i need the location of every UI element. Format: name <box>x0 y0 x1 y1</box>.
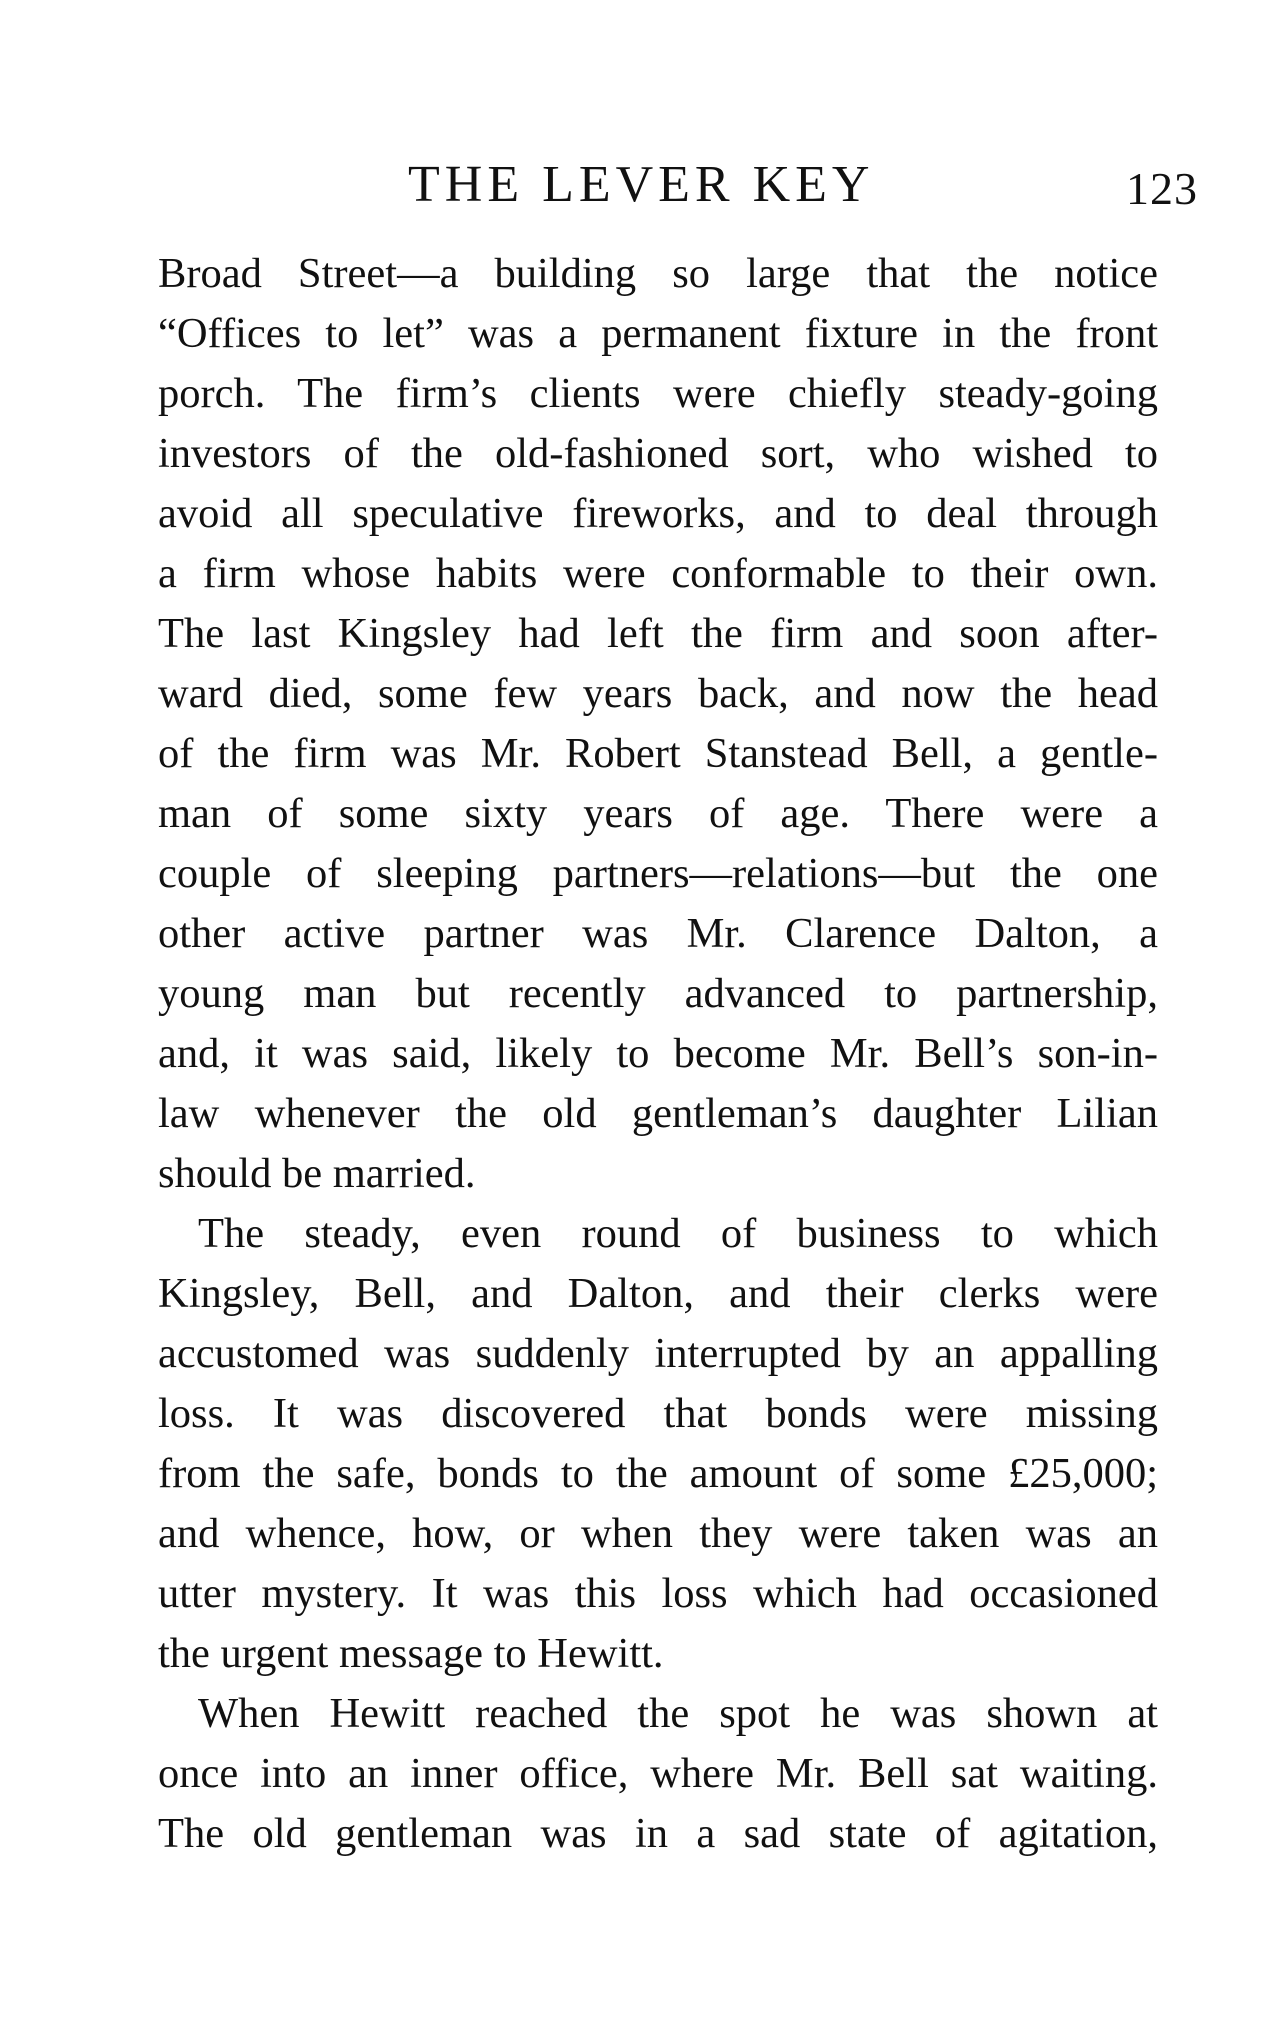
text-line: “Offices to let” was a permanent fixture in the front <box>158 310 1158 357</box>
text-line: loss. It was discovered that bonds were missing <box>158 1390 1158 1437</box>
text-line: from the safe, bonds to the amount of some £25,000; <box>158 1450 1158 1497</box>
text-line: and, it was said, likely to become Mr. Bell’s son-in- <box>158 1030 1158 1077</box>
page-number: 123 <box>1126 163 1198 214</box>
paragraph <box>158 1204 1158 1684</box>
text-line: When Hewitt reached the spot he was shown at <box>198 1690 1158 1737</box>
text-line: of the firm was Mr. Robert Stanstead Bell, a gentle- <box>158 730 1158 777</box>
text-line: Kingsley, Bell, and Dalton, and their clerks were <box>158 1270 1158 1317</box>
text-line: The last Kingsley had left the firm and soon after- <box>158 610 1158 657</box>
text-line: the urgent message to Hewitt. <box>158 1630 664 1677</box>
text-line: other active partner was Mr. Clarence Dalton, a <box>158 910 1158 957</box>
text-line: The steady, even round of business to which <box>198 1210 1158 1257</box>
text-line: ward died, some few years back, and now the head <box>158 670 1158 717</box>
running-header <box>158 150 1198 220</box>
text-line: The old gentleman was in a sad state of agitation, <box>158 1810 1158 1857</box>
paragraph <box>158 1684 1158 1864</box>
paragraph <box>158 244 1158 1204</box>
text-line: investors of the old-fashioned sort, who wished to <box>158 430 1158 477</box>
text-line: young man but recently advanced to partnership, <box>158 970 1158 1017</box>
running-title: THE LEVER KEY <box>408 156 875 213</box>
text-line: once into an inner office, where Mr. Bell sat waiting. <box>158 1750 1158 1797</box>
text-line: law whenever the old gentleman’s daughter Lilian <box>158 1090 1158 1137</box>
text-line: couple of sleeping partners—relations—but the one <box>158 850 1158 897</box>
text-line: and whence, how, or when they were taken was an <box>158 1510 1158 1557</box>
text-line: a firm whose habits were conformable to their own. <box>158 550 1158 597</box>
text-line: utter mystery. It was this loss which had occasioned <box>158 1570 1158 1617</box>
text-line: Broad Street—a building so large that the notice <box>158 250 1158 297</box>
body-text <box>158 244 1158 1864</box>
text-line: accustomed was suddenly interrupted by an appalling <box>158 1330 1158 1377</box>
text-line: man of some sixty years of age. There were a <box>158 790 1158 837</box>
text-line: avoid all speculative fireworks, and to deal through <box>158 490 1158 537</box>
text-line: porch. The firm’s clients were chiefly steady-going <box>158 370 1158 417</box>
text-line: should be married. <box>158 1150 476 1197</box>
